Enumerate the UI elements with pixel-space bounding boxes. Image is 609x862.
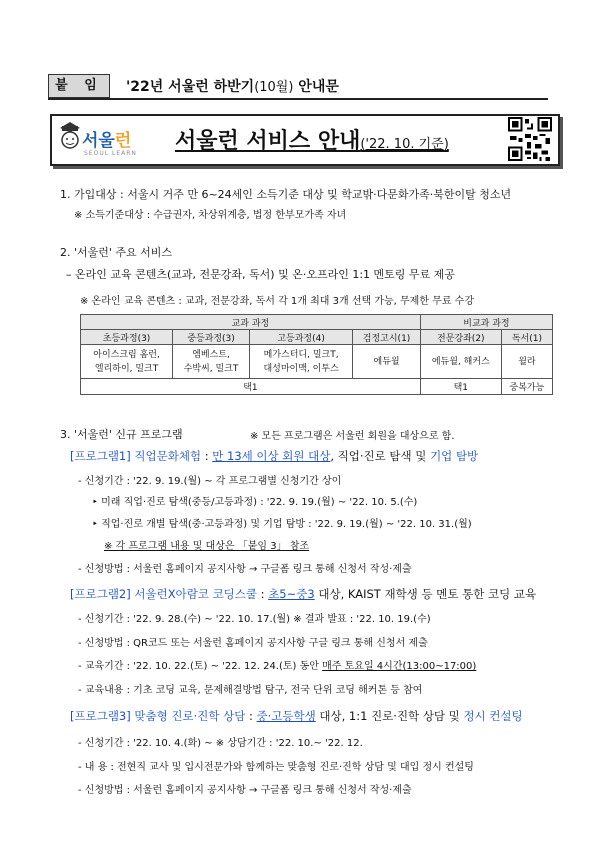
table-cell: 아이스크림 홈런, 엘리하이, 밀크T [81,345,173,379]
table-cell: 윌라 [501,345,552,379]
program2-title: [프로그램2] 서울런X아람코 코딩스쿨 : 초5~중3 대상, KAIST 재학생 등 멘토 통한 코딩 교육 [70,587,537,601]
program1-line: - 신청방법 : 서울런 홈페이지 공지사항 → 구글폼 링크 통해 신청서 작성·제출 [78,564,412,575]
section3-note: ※ 모든 프로그램은 서울런 회원을 대상으로 함. [250,431,455,442]
table-cell: 에듀윌, 해커스 [420,345,501,379]
section1-note: ※ 소득기준대상 : 수급권자, 차상위계층, 법정 한부모가족 자녀 [74,210,347,221]
table-cell: 에듀윌 [353,345,421,379]
logo-subtitle: SEOUL LEARN [84,150,137,157]
column-header: 고등과정(4) [249,330,352,345]
program2-line: - 신청기간 : '22. 9. 28.(수) ~ '22. 10. 17.(월) ※ 결과 발표 : '22. 10. 19.(수) [78,614,431,625]
program3-line: - 신청기간 : '22. 10. 4.(화) ~ ※ 상담기간 : '22. 10.~ '22. 12. [78,738,363,749]
column-header: 독서(1) [501,330,552,345]
column-header: 초등과정(3) [81,330,173,345]
section2-heading: 2. '서울런' 주요 서비스 [60,246,173,259]
group-header-extracurricular: 비교과 과정 [420,315,552,330]
program2-line: - 교육기간 : '22. 10. 22.(토) ~ '22. 12. 24.(토) 동안 매주 토요일 4시간(13:00~17:00) [78,661,477,672]
section3-heading: 3. '서울런' 신규 프로그램 [60,428,183,441]
banner-title: 서울런 서비스 안내('22. 10. 기준) [175,129,449,154]
table-cell: 엠베스트, 수박씨, 밀크T [173,345,250,379]
table-footer-cell: 택1 [81,379,421,395]
section2-sub: – 온라인 교육 콘텐츠(교과, 전문강좌, 독서) 및 온·오프라인 1:1 멘토링 무료 제공 [66,268,455,281]
program1-line: ‣ 미래 직업·진로 탐색(중등/고등과정) : '22. 9. 19.(월) ~ '22. 10. 5.(수) [92,497,418,508]
attachment-label: 붙 임 [48,74,110,98]
program1-line: ‣ 직업·진로 개별 탐색(중·고등과정) 및 기업 탐방 : '22. 9. 19.(월) ~ '22. 10. 31.(월) [92,519,472,530]
document-title: '22년 서울런 하반기(10월) 안내문 [126,79,339,95]
table-footer-cell: 중복가능 [501,379,552,395]
program3-title: [프로그램3] 맞춤형 진로·진학 상담 : 중·고등학생 대상, 1:1 진로·진학 상담 및 정시 컨설팅 [70,709,523,723]
program2-line: - 교육내용 : 기초 코딩 교육, 문제해결방법 탐구, 전국 단위 코딩 해커톤 등 참여 [78,685,423,696]
program3-line: - 신청방법 : 서울런 홈페이지 공지사항 → 구글폼 링크 통해 신청서 작성·제출 [78,785,412,796]
logo-text: 서울런 [82,131,132,151]
column-header: 전문강좌(2) [420,330,501,345]
section1-heading: 1. 가입대상 : 서울시 거주 만 6~24세인 소득기준 대상 및 학교밖·다문화가족·북한이탈 청소년 [60,188,512,201]
group-header-curricular: 교과 과정 [81,315,421,330]
program1-title: [프로그램1] 직업문화체험 : 만 13세 이상 회원 대상, 직업·진로 탐색 및 기업 탐방 [70,449,479,463]
service-table [80,314,553,395]
program2-line: - 신청방법 : QR코드 또는 서울런 홈페이지 공지사항 구글 링크 통해 신청서 제출 [78,638,428,649]
program3-line: - 내 용 : 전현직 교사 및 입시전문가와 함께하는 맞춤형 진로·진학 상담 및 대입 정시 컨설팅 [78,762,474,773]
table-cell: 메가스터디, 밀크T, 대성마이맥, 이투스 [249,345,352,379]
title-divider [48,98,548,100]
column-header: 중등과정(3) [173,330,250,345]
section2-note: ※ 온라인 교육 콘텐츠 : 교과, 전문강좌, 독서 각 1개 최대 3개 선택 가능, 무제한 무료 수강 [80,296,474,307]
table-footer-cell: 택1 [420,379,501,395]
program1-note: ※ 각 프로그램 내용 및 대상은 「붙임 3」 참조 [104,541,310,552]
program1-line: - 신청기간 : '22. 9. 19.(월) ~ 각 프로그램별 신청기간 상이 [78,476,342,487]
column-header: 검정고시(1) [353,330,421,345]
qr-code-icon[interactable] [508,117,552,161]
